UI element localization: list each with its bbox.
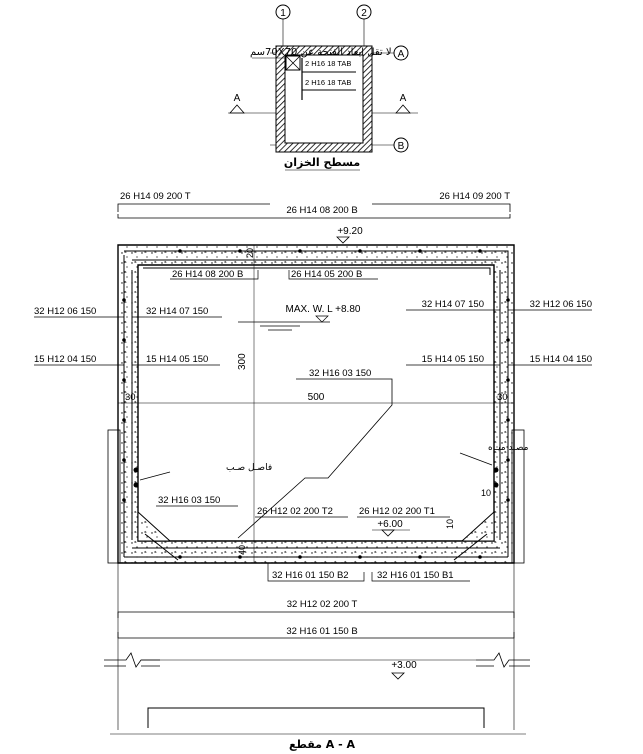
- wall-thk-right: 30: [497, 392, 508, 403]
- extra-top-shape: [118, 612, 514, 618]
- roof-bot-right-label: 26 H14 05 200 B: [291, 269, 363, 280]
- opening-note: لا تقل ابعاد الفتحة عن 70X70سم: [250, 47, 392, 58]
- grid-label-1: 1: [280, 8, 286, 19]
- grid-label-a: A: [397, 49, 405, 60]
- wall-out-right-1: 32 H12 06 150: [529, 299, 592, 310]
- cut-label-left: A: [233, 93, 241, 104]
- roof-level-text: +9.20: [337, 226, 363, 237]
- cut-arrow-left: [230, 105, 244, 113]
- wall-out-right-2: 15 H14 04 150: [529, 354, 592, 365]
- slab-bot-b1: 32 H16 01 150 B1: [377, 570, 454, 581]
- cut-arrow-right: [396, 105, 410, 113]
- wall-in-right-2: 15 H14 05 150: [421, 354, 484, 365]
- bar-label-1: 2 H16 18 TAB: [305, 59, 352, 68]
- wall-in-right-1: 32 H14 07 150: [421, 299, 484, 310]
- wall-out-left-1: 32 H12 06 150: [34, 306, 97, 317]
- extra-bot-label: 32 H16 01 150 B: [286, 626, 358, 637]
- roof-thk-dim: 20: [245, 247, 255, 258]
- slab-top-t1: 26 H12 02 200 T1: [359, 506, 435, 517]
- roof-level-marker: [337, 237, 349, 243]
- dim-10-a: 10: [480, 488, 492, 498]
- cut-label-right: A: [399, 93, 407, 104]
- wall-out-left-2: 15 H12 04 150: [34, 354, 97, 365]
- roof-bot-left-label: 26 H14 08 200 B: [172, 269, 244, 280]
- wall-in-left-1: 32 H14 07 150: [146, 306, 209, 317]
- slab-top-t2: 26 H12 02 200 T2: [257, 506, 333, 517]
- top-left-bar-label: 26 H14 09 200 T: [120, 191, 191, 202]
- plan-title: مسطح الخزان: [283, 156, 361, 169]
- top-right-bar-label: 26 H14 09 200 T: [439, 191, 510, 202]
- dim-10-b: 10: [445, 518, 455, 530]
- haunch-right: [462, 512, 494, 541]
- ground-level-text: +3.00: [391, 660, 417, 671]
- haunch-bar-label: 32 H16 03 150: [309, 368, 372, 379]
- haunch-bar-left-label: 32 H16 03 150: [158, 495, 221, 506]
- sump-note: مصـد ميـاه: [488, 443, 529, 453]
- foundation-outline: [148, 708, 484, 728]
- max-water-level: MAX. W. L +8.80: [285, 304, 361, 315]
- water-level-symbol: [238, 316, 330, 330]
- grid-label-b: B: [397, 141, 405, 152]
- floor-level-marker: [382, 530, 394, 536]
- sump-leader: [460, 453, 492, 465]
- extra-top-label: 32 H12 02 200 T: [286, 599, 358, 610]
- floor-level-text: +6.00: [377, 519, 403, 530]
- wall-in-left-2: 15 H14 05 150: [146, 354, 209, 365]
- top-mid-bar-label: 26 H14 08 200 B: [286, 205, 358, 216]
- top-right-bar-shape: [372, 204, 510, 212]
- plan-view: [228, 5, 418, 170]
- ground-level-marker: [392, 673, 404, 679]
- grid-label-2: 2: [361, 8, 367, 19]
- slab-bot-b2: 32 H16 01 150 B2: [272, 570, 349, 581]
- height-dim: 300: [237, 353, 248, 370]
- section-title: مقطع A - A: [288, 738, 356, 751]
- waterstop-leader: [140, 472, 170, 480]
- waterstop-note: فاصـل صـب: [226, 463, 273, 473]
- bar-label-2: 2 H16 18 TAB: [305, 78, 352, 87]
- top-left-bar-shape: [118, 204, 270, 212]
- section-view: [34, 191, 592, 751]
- haunch-left: [138, 512, 170, 541]
- wall-thk-left: 30: [125, 392, 136, 403]
- floor-thk-dim: 40: [237, 544, 247, 555]
- span-dim: 500: [307, 392, 325, 403]
